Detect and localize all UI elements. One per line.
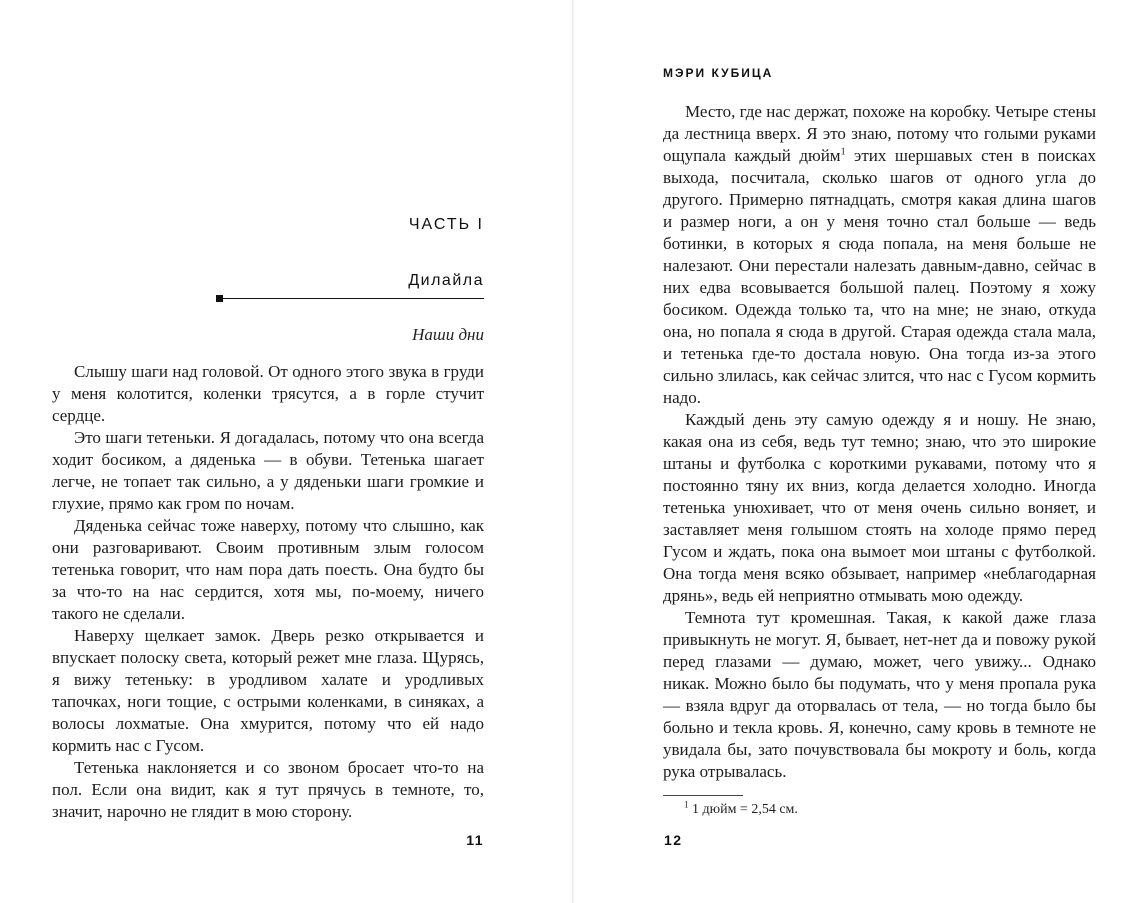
running-head: МЭРИ КУБИЦА xyxy=(663,66,774,80)
paragraph: Наверху щелкает замок. Дверь резко открывается и впускает полоску света, который режет мне глаза. Щурясь, я вижу тетеньку: в уродливом халате и уродливых тапочках, ноги тощие, с острыми коленками, в синяках, а волосы лохматые. Она хмурится, потому что ей надо кормить нас с Гусом. xyxy=(52,626,484,755)
divider-square-mark xyxy=(216,295,223,302)
right-body-text xyxy=(663,101,1096,783)
paragraph: Тетенька наклоняется и со звоном бросает что-то на пол. Если она видит, как я тут прячусь в темноте, то, значит, нарочно не глядит в мою сторону. xyxy=(52,758,484,821)
footnote-mark: 1 xyxy=(684,799,689,810)
paragraph-text: Каждый день эту самую одежду я и ношу. Не знаю, какая она из себя, ведь тут темно; знаю, что это широкие штаны и футболка с короткими рукавами, потому что я постоянно тяну их вниз, когда делается холодно. Иногда тетенька унюхивает, что от меня очень сильно воняет, и заставляет меня голышом стоять на холоде прямо перед Гусом и ждать, пока она вымоет мои штаны с футболкой. Она тогда меня всяко обзывает, например «неблагодарная дрянь», ведь ей неприятно отмывать мою одежду. xyxy=(663,410,1096,605)
part-label: ЧАСТЬ I xyxy=(408,216,484,233)
chapter-divider xyxy=(218,298,484,299)
paragraph: Это шаги тетеньки. Я догадалась, потому что она всегда ходит босиком, а дяденька — в обуви. Тетенька шагает легче, не топает так сильно, а у дяденьки шаги громкие и глухие, прямо как гром по ночам. xyxy=(52,428,484,513)
paragraph: Дяденька сейчас тоже наверху, потому что слышно, как они разговаривают. Своим противным злым голосом тетенька говорит, что нам пора дать поесть. Она будто бы за что-то на нас сердится, хотя мы, по-моему, ничего такого не сделали. xyxy=(52,516,484,623)
page-number: 11 xyxy=(466,832,484,848)
paragraph-text: этих шершавых стен в поисках выхода, посчитала, сколько шагов от одного угла до другого. Примерно пятнадцать, смотря какая длина шагов и размер ноги, а он у меня точно стал больше — ведь ботинки, в которых я сюда попала, на меня больше не налезают. Они перестали налезать давным-давно, сейчас в них едва всовывается большой палец. Поэтому я хожу босиком. Одежда только та, что на мне; не знаю, откуда она, но попала я сюда в другой. Старая одежда стала мала, и тетенька где-то достала новую. Она тогда из-за этого сильно злилась, как сейчас злится, что нас с Гусом кормить надо. xyxy=(663,146,1096,407)
chapter-title: Дилайла xyxy=(408,272,484,289)
paragraph-text: Темнота тут кромешная. Такая, к какой даже глаза привыкнуть не могут. Я, бывает, нет-нет да и повожу рукой перед глазами — думаю, может, чего увижу... Однако никак. Можно было бы подумать, что у меня пропала рука — взяла вдруг да оторвалась от тела, — но тогда было бы больно и текла кровь. Я, конечно, саму кровь в темноте не увидала бы, зато почувствовала бы мокроту и боль, когда рука отрывалась. xyxy=(663,608,1096,781)
footnote-divider xyxy=(663,795,743,796)
paragraph xyxy=(663,101,1096,409)
paragraph-text: Место, где нас держат, похоже на коробку. Четыре стены да лестница вверх. Я это знаю, потому что голыми руками ощупала каждый дюйм xyxy=(663,102,1096,165)
footnote-reference[interactable]: 1 xyxy=(840,146,846,158)
left-body-text xyxy=(52,361,484,823)
chapter-subtitle: Наши дни xyxy=(412,325,484,344)
paragraph: Слышу шаги над головой. От одного этого звука в груди у меня колотится, коленки трясутся, а в горле стучит сердце. xyxy=(52,362,484,425)
footnote-text: 1 дюйм = 2,54 см. xyxy=(688,802,798,817)
page-number: 12 xyxy=(664,832,683,848)
footnote xyxy=(684,801,798,819)
paragraph xyxy=(663,409,1096,607)
paragraph xyxy=(663,607,1096,783)
